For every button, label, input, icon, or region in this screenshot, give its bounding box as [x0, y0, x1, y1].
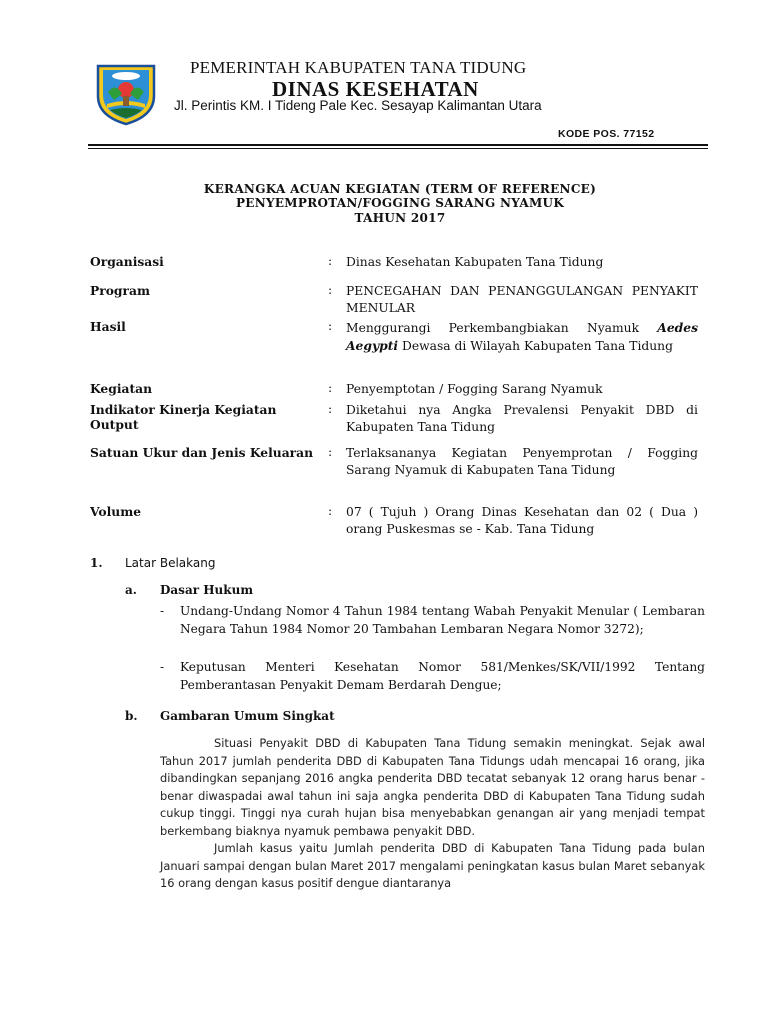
info-colon: :: [328, 445, 333, 459]
list-dash: -: [160, 604, 165, 618]
info-value: Dinas Kesehatan Kabupaten Tana Tidung: [346, 255, 604, 269]
body-text: [160, 735, 705, 893]
subsection-letter: a.: [125, 583, 137, 597]
info-label: Indikator Kinerja Kegiatan Output: [90, 402, 277, 432]
letterhead-divider-thick: [88, 144, 708, 146]
info-value: [346, 319, 698, 355]
subsection-heading: Gambaran Umum Singkat: [160, 709, 335, 723]
info-value-text: Dewasa di Wilayah Kabupaten Tana Tidung: [398, 339, 673, 353]
info-value: 07 ( Tujuh ) Orang Dinas Kesehatan dan 02 ( Dua ) orang Puskesmas se - Kab. Tana Tidung: [346, 505, 698, 536]
info-value: PENCEGAHAN DAN PENANGGULANGAN PENYAKIT MENULAR: [346, 284, 698, 315]
letterhead-postal-code: KODE POS. 77152: [558, 128, 655, 140]
info-colon: :: [328, 283, 333, 297]
info-value-text: Menggurangi Perkembangbiakan Nyamuk: [346, 321, 658, 335]
info-colon: :: [328, 381, 333, 395]
subsection-heading: Dasar Hukum: [160, 583, 254, 597]
info-colon: :: [328, 319, 333, 333]
info-label: Satuan Ukur dan Jenis Keluaran: [90, 445, 314, 460]
paragraph: Jumlah kasus yaitu Jumlah penderita DBD di Kabupaten Tana Tidung pada bulan Januari sampai dengan bulan Maret 2017 mengalami peningkatan kasus bulan Maret sebanyak 16 orang dengan kasus positif dengue diantaranya: [160, 841, 705, 890]
list-item-text: Keputusan Menteri Kesehatan Nomor 581/Menkes/SK/VII/1992 Tentang Pemberantasan Penyakit Demam Berdarah Dengue;: [180, 660, 705, 692]
document-title-line1: KERANGKA ACUAN KEGIATAN (TERM OF REFERENCE): [203, 182, 597, 196]
info-colon: :: [328, 504, 333, 518]
info-label: Organisasi: [90, 254, 164, 269]
list-item-text: Undang-Undang Nomor 4 Tahun 1984 tentang Wabah Penyakit Menular ( Lembaran Negara Tahun 1984 Nomor 20 Tambahan Lembaran Negara Nomor 3272);: [180, 604, 705, 636]
document-title-line3: TAHUN 2017: [354, 211, 446, 225]
letterhead-agency-name: DINAS KESEHATAN: [272, 77, 479, 101]
info-label: Hasil: [90, 319, 126, 334]
species-name: Aedes Aegypti: [346, 320, 698, 353]
info-value: Penyemptotan / Fogging Sarang Nyamuk: [346, 382, 603, 396]
info-value: Terlaksananya Kegiatan Penyemprotan / Fogging Sarang Nyamuk di Kabupaten Tana Tidung: [346, 446, 698, 477]
section-heading: Latar Belakang: [125, 556, 216, 570]
letterhead-address: Jl. Perintis KM. I Tideng Pale Kec. Sesayap Kalimantan Utara: [174, 98, 542, 113]
subsection-letter: b.: [125, 709, 138, 723]
info-label: Volume: [90, 504, 142, 519]
info-colon: :: [328, 402, 333, 416]
list-dash: -: [160, 660, 165, 674]
regency-emblem-logo: [90, 56, 162, 128]
letterhead-government-name: PEMERINTAH KABUPATEN TANA TIDUNG: [190, 58, 527, 77]
section-number: 1.: [90, 556, 103, 570]
letterhead-divider-thin: [88, 148, 708, 149]
info-colon: :: [328, 254, 333, 268]
paragraph: Situasi Penyakit DBD di Kabupaten Tana Tidung semakin meningkat. Sejak awal Tahun 2017 jumlah penderita DBD di Kabupaten Tana Tidungs udah mencapai 16 orang, jika dibandingkan sepanjang 2016 angka penderita DBD tecatat sebanyak 12 orang harus benar - benar diwaspadai awal tahun ini saja angka penderita DBD di Kabupaten Tana Tidung sudah cukup tinggi. Tinggi nya curah hujan bisa menyebabkan genangan air yang menjadi tempat berkembang biaknya nyamuk pembawa penyakit DBD.: [160, 736, 705, 838]
info-value: Diketahui nya Angka Prevalensi Penyakit DBD di Kabupaten Tana Tidung: [346, 403, 698, 434]
info-label: Program: [90, 283, 150, 298]
info-label: Kegiatan: [90, 381, 153, 396]
document-title-line2: PENYEMPROTAN/FOGGING SARANG NYAMUK: [235, 196, 565, 210]
